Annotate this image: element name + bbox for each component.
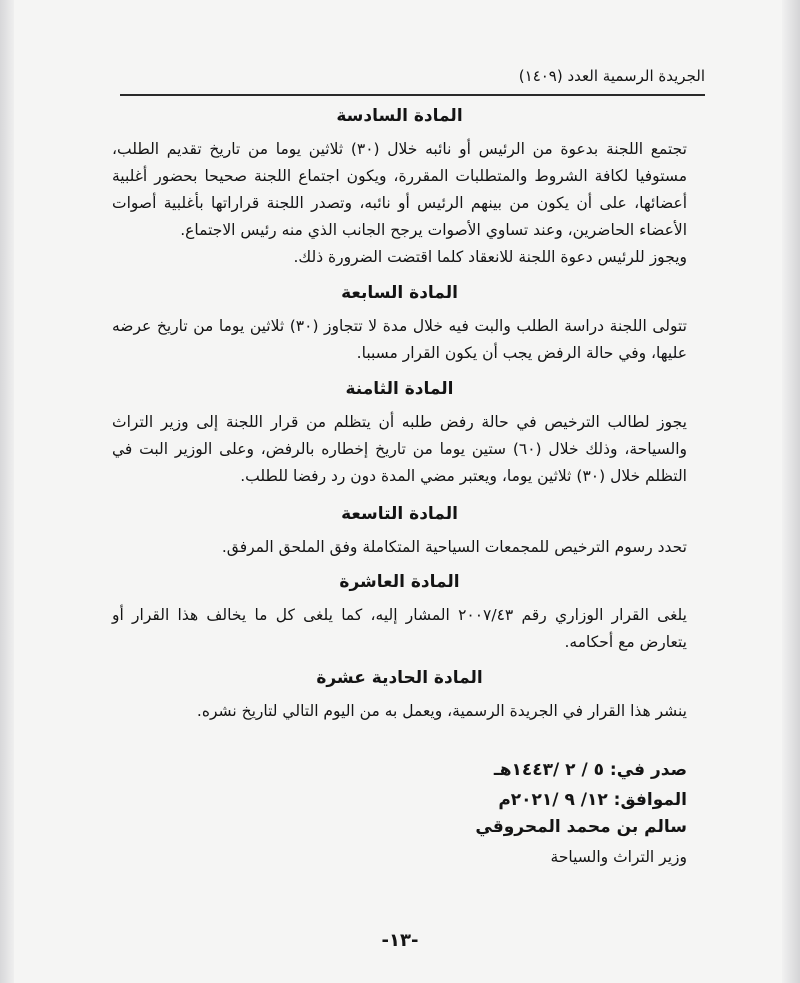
article-title: المادة العاشرة <box>339 572 460 592</box>
signature-block <box>467 812 687 872</box>
article-title: المادة السادسة <box>336 106 463 126</box>
issue-dates <box>494 755 687 815</box>
article-paragraph: تحدد رسوم الترخيص للمجمعات السياحية المتكاملة وفق الملحق المرفق. <box>221 537 687 556</box>
article-10 <box>112 566 687 656</box>
article-8 <box>112 373 687 490</box>
signer-name: سالم بن محمد المحروقي <box>475 817 687 837</box>
gazette-header: الجريدة الرسمية العدد (١٤٠٩) <box>518 67 705 85</box>
article-paragraph: تتولى اللجنة دراسة الطلب والبت فيه خلال مدة لا تتجاوز (٣٠) ثلاثين يوما من تاريخ عرضه عليها، وفي حالة الرفض يجب أن يكون القرار مسببا. <box>112 316 687 362</box>
page-edge-right <box>782 0 800 983</box>
article-paragraph: تجتمع اللجنة بدعوة من الرئيس أو نائبه خلال (٣٠) ثلاثين يوما من تاريخ تقديم الطلب، مستوفيا لكافة الشروط والمتطلبات المقررة، ويكون اجتماع اللجنة صحيحا بحضور أغلبية أعضائها، على أن يكون من بينهم الرئيس أو نائبه، وتصدر اللجنة قراراتها بأغلبية أصوات الأعضاء الحاضرين، وعند تساوي الأصوات يرجح الجانب الذي منه رئيس الاجتماع. <box>112 140 687 239</box>
article-6 <box>112 100 687 271</box>
gregorian-date: الموافق: ١٢/ ٩ /٢٠٢١م <box>498 790 687 810</box>
article-7 <box>112 277 687 367</box>
signer-position: وزير التراث والسياحة <box>550 848 687 866</box>
article-paragraph: يجوز لطالب الترخيص في حالة رفض طلبه أن يتظلم من قرار اللجنة إلى وزير التراث والسياحة، وذلك خلال (٦٠) ستين يوما من تاريخ إخطاره بالرفض، وعلى الوزير البت في التظلم خلال (٣٠) ثلاثين يوما، ويعتبر مضي المدة دون رد رفضا للطلب. <box>112 412 687 485</box>
document-body <box>112 96 687 725</box>
page-number: -١٣- <box>381 930 419 951</box>
article-title: المادة السابعة <box>341 282 458 303</box>
article-title: المادة الحادية عشرة <box>316 668 483 688</box>
article-paragraph: يلغى القرار الوزاري رقم ٢٠٠٧/٤٣ المشار إليه، كما يلغى كل ما يخالف هذا القرار أو يتعارض مع أحكامه. <box>112 606 687 651</box>
article-title: المادة الثامنة <box>345 378 454 399</box>
article-11 <box>112 662 687 725</box>
article-paragraph: ينشر هذا القرار في الجريدة الرسمية، ويعمل به من اليوم التالي لتاريخ نشره. <box>196 702 687 720</box>
article-9 <box>112 498 687 561</box>
page-edge-left <box>0 0 14 983</box>
article-title: المادة التاسعة <box>341 503 458 524</box>
article-paragraph: ويجوز للرئيس دعوة اللجنة للانعقاد كلما اقتضت الضرورة ذلك. <box>293 248 687 266</box>
hijri-date: صدر في: ٥ / ٢ /١٤٤٣هـ <box>493 760 687 780</box>
